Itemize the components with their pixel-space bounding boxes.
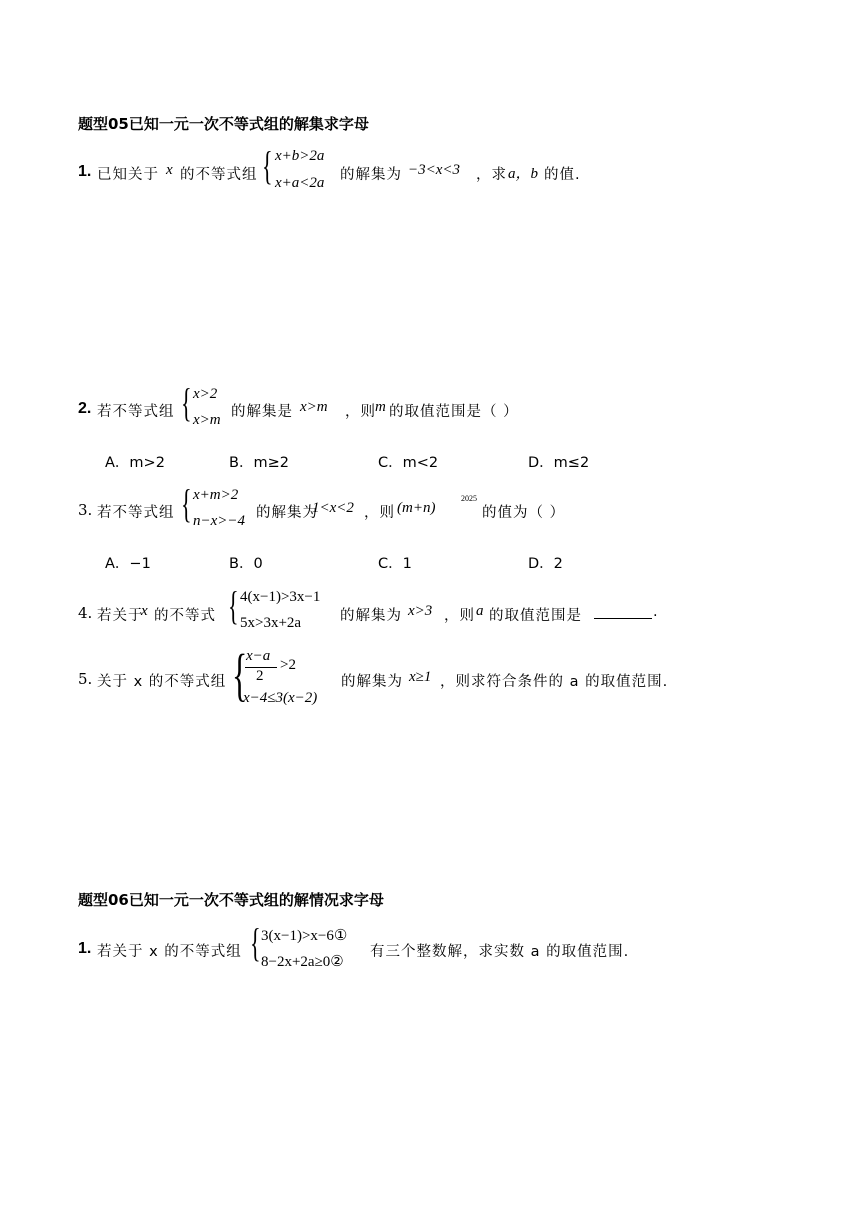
exponent: 2025	[461, 494, 477, 503]
inequality-line-1: 3(x−1)>x−6①	[261, 928, 348, 944]
question-number: 2.	[78, 400, 92, 417]
system-brace: {	[181, 380, 192, 425]
inequality-line-2: x−4≤3(x−2)	[243, 690, 318, 706]
inequality-line-1: x+m>2	[193, 487, 239, 503]
inequality-line-2: x+a<2a	[275, 175, 325, 191]
system-brace: {	[262, 143, 273, 188]
question-text: 的值为（ ）	[482, 505, 566, 521]
solution-set: 1<x<2	[312, 500, 354, 516]
question-text: 的取值范围是	[489, 608, 582, 624]
math-variable: a	[476, 603, 484, 619]
question-number: 4.	[78, 604, 93, 622]
option-d[interactable]: D．2	[528, 556, 563, 572]
option-d[interactable]: D．m≤2	[528, 455, 590, 471]
question-text: 若不等式组	[97, 404, 175, 420]
question-text: ，则	[444, 608, 475, 624]
solution-set: x≥1	[409, 669, 432, 685]
question-number: 1.	[78, 163, 92, 180]
question-text: 若关于 x 的不等式组	[97, 944, 242, 960]
question-text: 关于 x 的不等式组	[97, 674, 227, 690]
fraction-numerator: x−a	[246, 648, 271, 664]
solution-set: x>m	[300, 399, 328, 415]
system-brace: {	[250, 920, 261, 965]
option-a[interactable]: A．−1	[105, 556, 151, 572]
question-text: 的不等式	[154, 608, 216, 624]
option-c[interactable]: C．m<2	[378, 455, 439, 471]
question-text: 若关于	[97, 608, 144, 624]
math-variable: x	[141, 603, 148, 619]
math-variable: x	[166, 162, 173, 178]
power-expression: (m+n)	[397, 500, 436, 516]
system-brace: {	[228, 583, 239, 628]
question-text: ，则	[364, 505, 395, 521]
question-text: 若不等式组	[97, 505, 175, 521]
inequality-line-2: 8−2x+2a≥0②	[261, 954, 344, 970]
inequality-line-2: x>m	[193, 412, 221, 428]
inequality-line-1: 4(x−1)>3x−1	[240, 589, 321, 605]
solution-set: x>3	[408, 603, 433, 619]
question-text: ，求	[476, 167, 507, 183]
inequality-line-2: n−x>−4	[193, 513, 246, 529]
question-text: 有三个整数解，求实数 a 的取值范围.	[370, 944, 630, 960]
question-text: 的解集是	[231, 404, 293, 420]
option-c[interactable]: C．1	[378, 556, 412, 572]
system-brace: {	[181, 481, 192, 526]
inequality-line-2: 5x>3x+2a	[240, 615, 302, 631]
question-text: ，则求符合条件的 a 的取值范围.	[440, 674, 669, 690]
question-text: 的解集为	[256, 505, 318, 521]
option-b[interactable]: B．0	[229, 556, 263, 572]
question-text: .	[653, 604, 659, 620]
question-text: 的解集为	[340, 167, 402, 183]
option-a[interactable]: A．m>2	[105, 455, 165, 471]
solution-set: −3<x<3	[408, 162, 461, 178]
math-variable: m	[375, 399, 386, 415]
option-b[interactable]: B．m≥2	[229, 455, 289, 471]
question-text: 的值.	[544, 167, 581, 183]
system-brace: {	[232, 642, 248, 707]
question-text: ，则	[345, 404, 376, 420]
inequality-line-1: x>2	[193, 386, 218, 402]
fraction-rest: >2	[280, 657, 296, 673]
question-text: 的不等式组	[180, 167, 258, 183]
question-text: 已知关于	[97, 167, 159, 183]
section-title-type06: 题型06已知一元一次不等式组的解情况求字母	[78, 891, 384, 909]
inequality-line-1: x+b>2a	[275, 148, 325, 164]
math-variables: a，b	[508, 166, 539, 182]
question-number: 5.	[78, 670, 93, 688]
section-title-type05: 题型05已知一元一次不等式组的解集求字母	[78, 115, 369, 133]
question-text: 的取值范围是（ ）	[389, 404, 519, 420]
question-text: 的解集为	[341, 674, 403, 690]
question-number: 1.	[78, 940, 92, 957]
question-number: 3.	[78, 501, 93, 519]
fraction-denominator: 2	[256, 668, 264, 684]
question-text: 的解集为	[340, 608, 402, 624]
answer-blank[interactable]	[594, 604, 652, 623]
